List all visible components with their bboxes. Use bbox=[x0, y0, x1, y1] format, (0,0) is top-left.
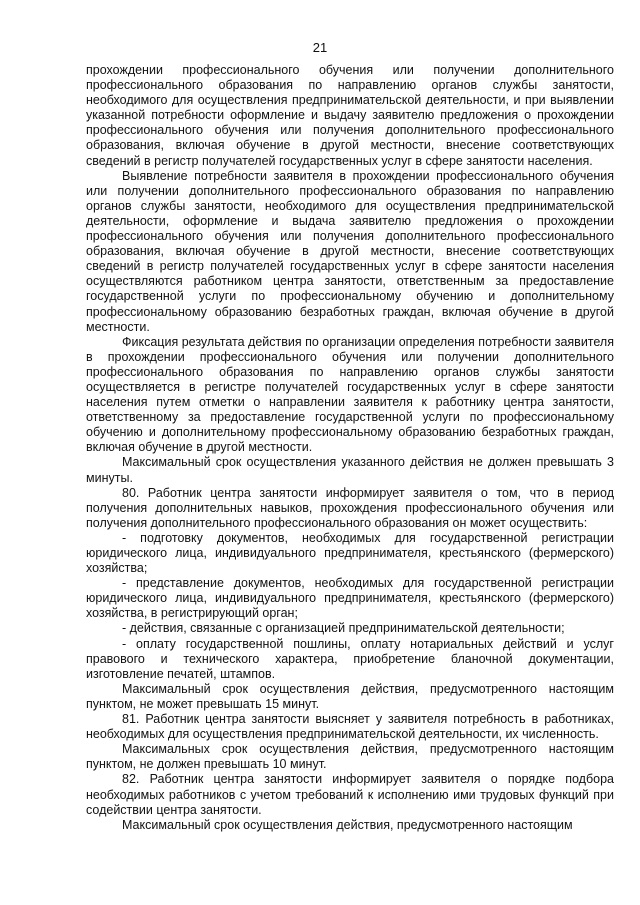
paragraph: - действия, связанные с организацией предпринимательской деятельности; bbox=[122, 621, 565, 636]
paragraph: прохождении профессионального обучения или получении дополнительного профессионального образования по направлению органов службы занятости, необходимого для осуществления предпринимательской деятельности, и при выявлении указанной потребности оформление и выдачу заявителю предложения о прохождении профессионального обучения или получения дополнительного профессионального образования, включая обучение в другой местности, внесение соответствующих сведений в регистр получателей государственных услуг в сфере занятости населения. bbox=[86, 63, 614, 168]
paragraph: Выявление потребности заявителя в прохождении профессионального обучения или получении дополнительного профессионального образования по направлению органов службы занятости, необходимого для осуществления предпринимательской деятельности, оформление и выдача заявителю предложения о прохождении профессионального обучения или получения дополнительного профессионального образования, включая обучение в другой местности, внесение соответствующих сведений в регистр получателей государственных услуг в сфере занятости населения осуществляются работником центра занятости, ответственным за предоставление государственной услуги по профессиональному обучению и дополнительному профессиональному образованию безработных граждан, включая обучение в другой местности. bbox=[86, 168, 614, 334]
document-body bbox=[86, 63, 614, 833]
paragraph: Максимальный срок осуществления указанного действия не должен превышать 3 минуты. bbox=[86, 455, 614, 485]
paragraph: Максимальный срок осуществления действия, предусмотренного настоящим пунктом, не может превышать 15 минут. bbox=[86, 681, 614, 711]
paragraph: Фиксация результата действия по организации определения потребности заявителя в прохождении профессионального обучения или получении дополнительного профессионального образования по направлению органов службы занятости осуществляется в регистре получателей государственных услуг в сфере занятости населения путем отметки о направлении заявителя к работнику центра занятости, ответственному за предоставление государственной услуги по профессиональному обучению и дополнительному профессиональному образованию безработных граждан, включая обучение в другой местности. bbox=[86, 334, 614, 455]
page-number: 21 bbox=[312, 40, 328, 55]
paragraph: 80. Работник центра занятости информирует заявителя о том, что в период получения дополнительных навыков, прохождения профессионального обучения или получения дополнительного профессионального образования он может осуществить: bbox=[86, 485, 614, 530]
paragraph: 82. Работник центра занятости информирует заявителя о порядке подбора необходимых работников с учетом требований к исполнению ими трудовых функций при содействии центра занятости. bbox=[86, 772, 614, 817]
paragraph: 81. Работник центра занятости выясняет у заявителя потребность в работниках, необходимых для осуществления предпринимательской деятельности, их численность. bbox=[86, 712, 614, 742]
paragraph: - подготовку документов, необходимых для государственной регистрации юридического лица, индивидуального предпринимателя, крестьянского (фермерского) хозяйства; bbox=[86, 530, 614, 576]
paragraph: - оплату государственной пошлины, оплату нотариальных действий и услуг правового и технического характера, приобретение бланочной документации, изготовление печатей, штампов. bbox=[86, 636, 614, 681]
paragraph: Максимальных срок осуществления действия, предусмотренного настоящим пунктом, не должен превышать 10 минут. bbox=[86, 742, 614, 772]
paragraph: Максимальный срок осуществления действия, предусмотренного настоящим bbox=[122, 817, 573, 832]
paragraph: - представление документов, необходимых для государственной регистрации юридического лица, индивидуального предпринимателя, крестьянского (фермерского) хозяйства, в регистрирующий орган; bbox=[86, 576, 614, 621]
